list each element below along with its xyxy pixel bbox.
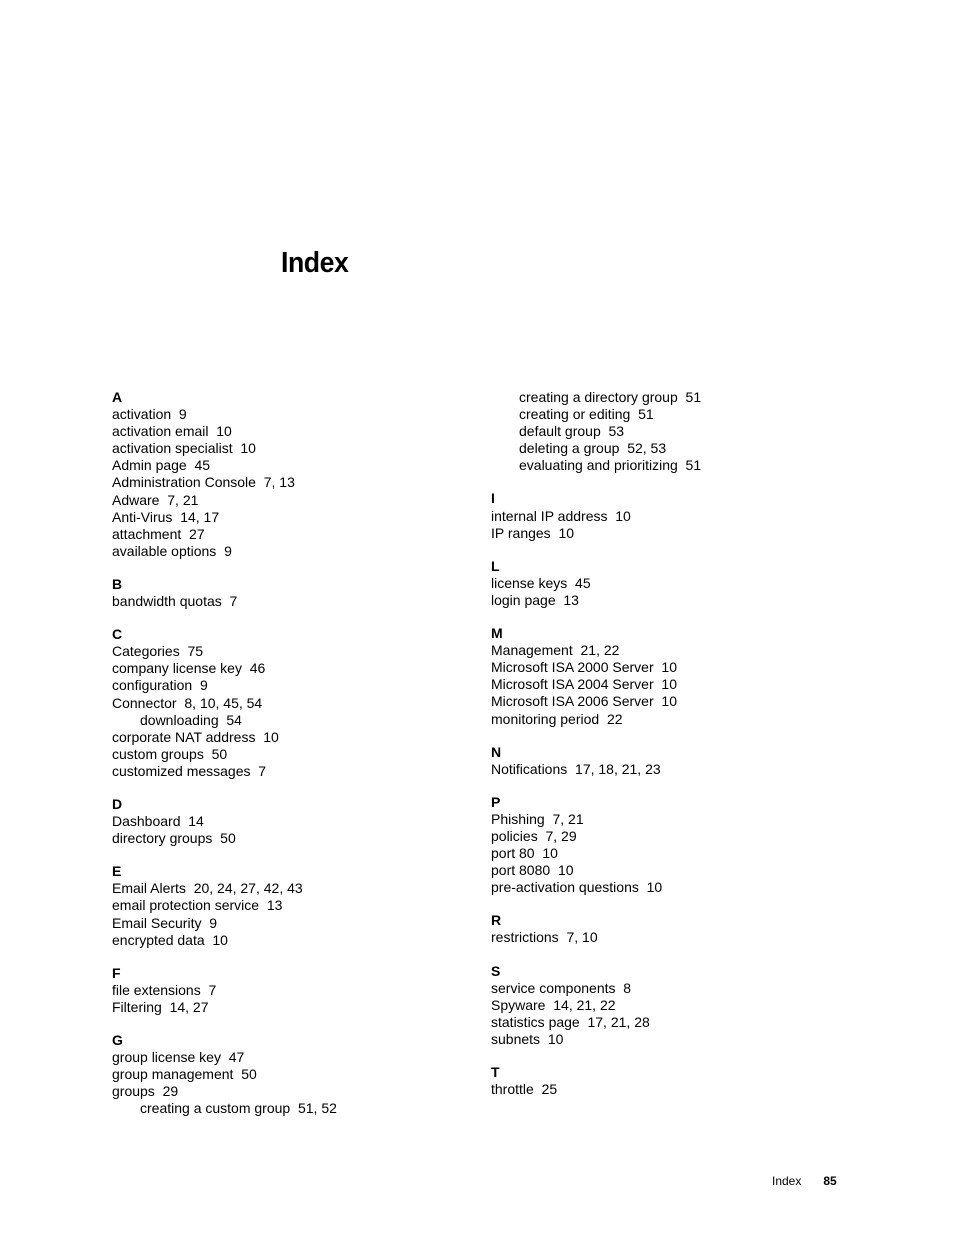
index-entry: bandwidth quotas 7 xyxy=(112,593,238,610)
index-subentry: creating a directory group 51 xyxy=(519,389,702,405)
index-entry: Dashboard 14 xyxy=(112,813,204,830)
index-gap xyxy=(491,1048,851,1064)
index-gap xyxy=(112,847,472,863)
index-entry: available options 9 xyxy=(112,542,232,559)
index-column-left xyxy=(112,389,472,1117)
index-entry: subnets 10 xyxy=(491,1030,564,1047)
index-entry: Admin page 45 xyxy=(112,457,211,474)
index-letter-heading: S xyxy=(491,962,501,979)
index-entry: license keys 45 xyxy=(491,574,591,591)
index-entry: Microsoft ISA 2000 Server 10 xyxy=(491,659,677,676)
index-gap xyxy=(491,728,851,744)
index-entry: login page 13 xyxy=(491,591,579,608)
index-gap xyxy=(112,949,472,965)
index-entry: file extensions 7 xyxy=(112,981,217,998)
index-entry: Spyware 14, 21, 22 xyxy=(491,996,616,1013)
footer-section: Index xyxy=(772,1174,802,1188)
index-entry: email protection service 13 xyxy=(112,897,283,914)
index-entry: policies 7, 29 xyxy=(491,827,577,844)
page-footer xyxy=(772,1174,837,1188)
index-entry: pre-activation questions 10 xyxy=(491,879,663,896)
index-gap xyxy=(491,947,851,963)
index-subentry: creating a custom group 51, 52 xyxy=(140,1100,337,1117)
index-entry: directory groups 50 xyxy=(112,830,236,847)
index-letter-heading: M xyxy=(491,625,503,642)
index-letter-heading: R xyxy=(491,912,502,929)
index-entry: activation specialist 10 xyxy=(112,440,256,457)
index-entry: group management 50 xyxy=(112,1066,257,1083)
index-entry: Email Alerts 20, 24, 27, 42, 43 xyxy=(112,880,303,897)
index-gap xyxy=(491,609,851,625)
index-entry: custom groups 50 xyxy=(112,745,228,762)
index-entry: encrypted data 10 xyxy=(112,931,228,948)
page-number: 85 xyxy=(823,1174,837,1188)
index-subentry: creating or editing 51 xyxy=(519,406,654,423)
index-entry: Microsoft ISA 2004 Server 10 xyxy=(491,676,677,693)
index-entry: Phishing 7, 21 xyxy=(491,810,584,827)
index-letter-heading: E xyxy=(112,863,122,880)
index-letter-heading: G xyxy=(112,1032,123,1048)
index-entry: internal IP address 10 xyxy=(491,507,631,524)
index-entry: group license key 47 xyxy=(112,1049,245,1066)
index-letter-heading: T xyxy=(491,1064,500,1080)
index-subentry: downloading 54 xyxy=(140,711,242,728)
index-entry: restrictions 7, 10 xyxy=(491,929,598,946)
index-letter-heading: D xyxy=(112,795,123,812)
index-gap xyxy=(491,778,851,794)
index-gap xyxy=(112,1016,472,1032)
index-subentry: deleting a group 52, 53 xyxy=(519,440,667,457)
index-entry: corporate NAT address 10 xyxy=(112,728,279,745)
index-subentry: default group 53 xyxy=(519,423,625,440)
index-entry: Email Security 9 xyxy=(112,914,218,931)
index-gap xyxy=(491,896,851,912)
index-entry: monitoring period 22 xyxy=(491,710,623,727)
index-subentry: evaluating and prioritizing 51 xyxy=(519,457,702,474)
index-letter-heading: F xyxy=(112,964,121,981)
index-entry: Administration Console 7, 13 xyxy=(112,474,295,491)
index-entry: Categories 75 xyxy=(112,643,204,660)
index-entry: Management 21, 22 xyxy=(491,642,620,659)
index-letter-heading: L xyxy=(491,557,500,574)
index-gap xyxy=(112,780,472,796)
index-entry: Connector 8, 10, 45, 54 xyxy=(112,694,263,711)
index-entry: IP ranges 10 xyxy=(491,524,575,541)
index-letter-heading: C xyxy=(112,626,123,643)
index-entry: configuration 9 xyxy=(112,677,208,694)
index-entry: Adware 7, 21 xyxy=(112,491,199,508)
index-gap xyxy=(112,560,472,576)
index-letter-heading: I xyxy=(491,490,495,507)
index-gap xyxy=(491,542,851,558)
index-letter-heading: N xyxy=(491,743,502,760)
index-entry: company license key 46 xyxy=(112,660,266,677)
index-gap xyxy=(112,610,472,626)
index-entry: service components 8 xyxy=(491,979,632,996)
index-entry: activation 9 xyxy=(112,406,187,423)
index-entry: attachment 27 xyxy=(112,525,205,542)
index-letter-heading: P xyxy=(491,793,501,810)
index-letter-heading: B xyxy=(112,575,123,592)
index-entry: port 8080 10 xyxy=(491,862,574,879)
index-entry: Filtering 14, 27 xyxy=(112,998,209,1015)
index-entry: port 80 10 xyxy=(491,845,558,862)
index-entry: throttle 25 xyxy=(491,1081,558,1098)
index-gap xyxy=(491,474,851,490)
index-column-right xyxy=(491,389,851,1098)
index-entry: customized messages 7 xyxy=(112,762,267,779)
index-entry: Microsoft ISA 2006 Server 10 xyxy=(491,693,677,710)
index-entry: Notifications 17, 18, 21, 23 xyxy=(491,760,661,777)
page-title: Index xyxy=(281,247,349,279)
index-letter-heading: A xyxy=(112,389,123,405)
index-entry: groups 29 xyxy=(112,1083,179,1100)
index-entry: Anti-Virus 14, 17 xyxy=(112,508,220,525)
index-entry: activation email 10 xyxy=(112,423,232,440)
index-entry: statistics page 17, 21, 28 xyxy=(491,1013,650,1030)
